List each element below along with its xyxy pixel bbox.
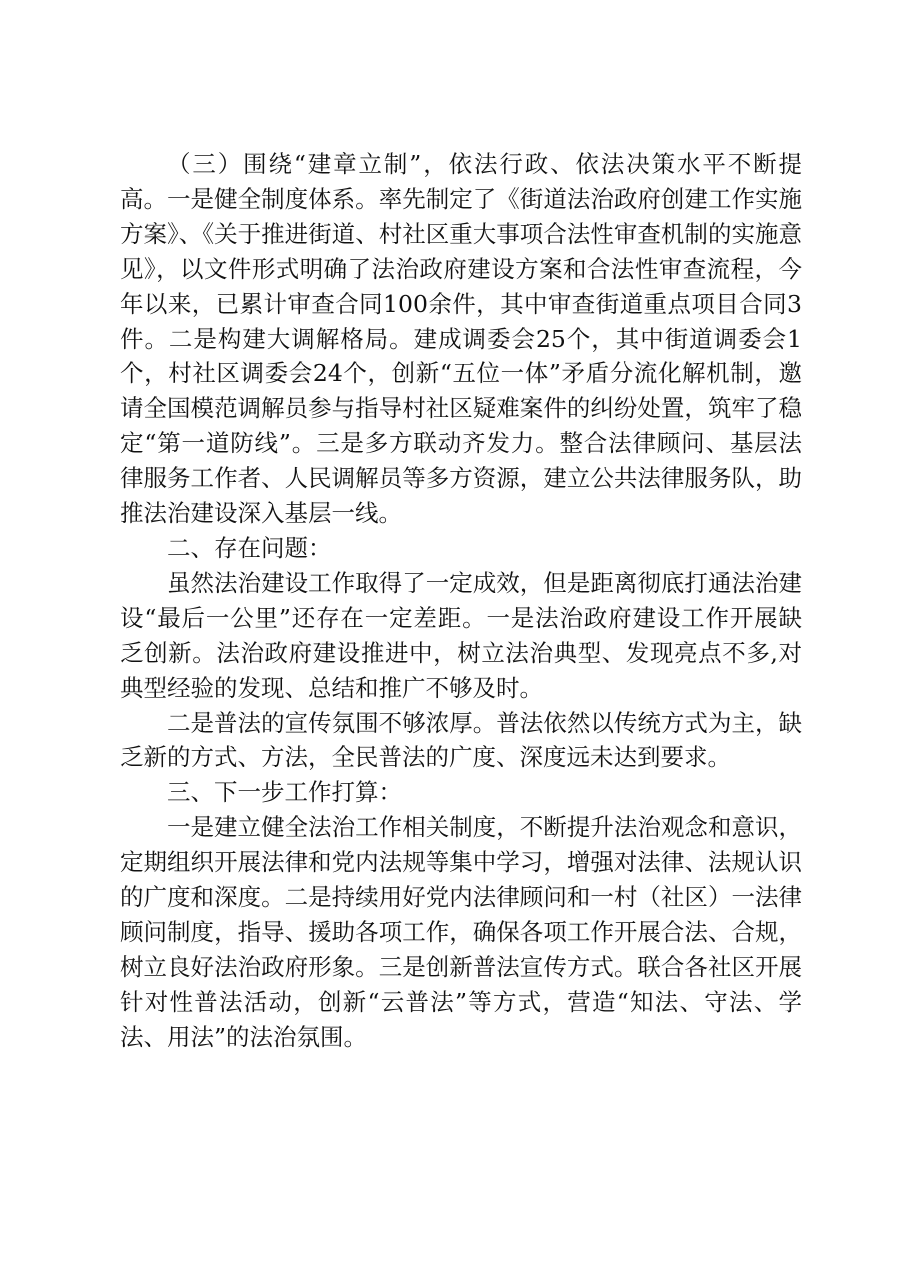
- paragraph-problems-innovation: 虽然法治建设工作取得了一定成效，但是距离彻底打通法治建设“最后一公里”还存在一定差距。一是法治政府建设工作开展缺乏创新。法治政府建设推进中，树立法治典型、发现亮点不多,对典型经验的发现、总结和推广不够及时。: [120, 568, 802, 702]
- paragraph-next-steps: 一是建立健全法治工作相关制度，不断提升法治观念和意识，定期组织开展法律和党内法规等集中学习，增强对法律、法规认识的广度和深度。二是持续用好党内法律顾问和一村（社区）一法律顾问制度，指导、援助各项工作，确保各项工作开展合法、合规，树立良好法治政府形象。三是创新普法宣传方式。联合各社区开展针对性普法活动，创新“云普法”等方式，营造“知法、守法、学法、用法”的法治氛围。: [120, 813, 802, 1051]
- heading-next-steps: 三、下一步工作打算：: [167, 778, 402, 807]
- heading-existing-problems: 二、存在问题：: [167, 533, 332, 562]
- paragraph-law-making: （三）围绕“建章立制”，依法行政、依法决策水平不断提高。一是健全制度体系。率先制定了《街道法治政府创建工作实施方案》、《关于推进街道、村社区重大事项合法性审查机制的实施意见》，以文件形式明确了法治政府建设方案和合法性审查流程，今年以来，已累计审查合同100余件，其中审查街道重点项目合同3件。二是构建大调解格局。建成调委会25个，其中街道调委会1个，村社区调委会24个，创新“五位一体”矛盾分流化解机制，邀请全国模范调解员参与指导村社区疑难案件的纠纷处置，筑牢了稳定“第一道防线”。三是多方联动齐发力。整合法律顾问、基层法律服务工作者、人民调解员等多方资源，建立公共法律服务队，助推法治建设深入基层一线。: [120, 150, 802, 528]
- document-body: [120, 147, 802, 1055]
- paragraph-problems-publicity: 二是普法的宣传氛围不够浓厚。普法依然以传统方式为主，缺乏新的方式、方法，全民普法的广度、深度远未达到要求。: [120, 708, 802, 772]
